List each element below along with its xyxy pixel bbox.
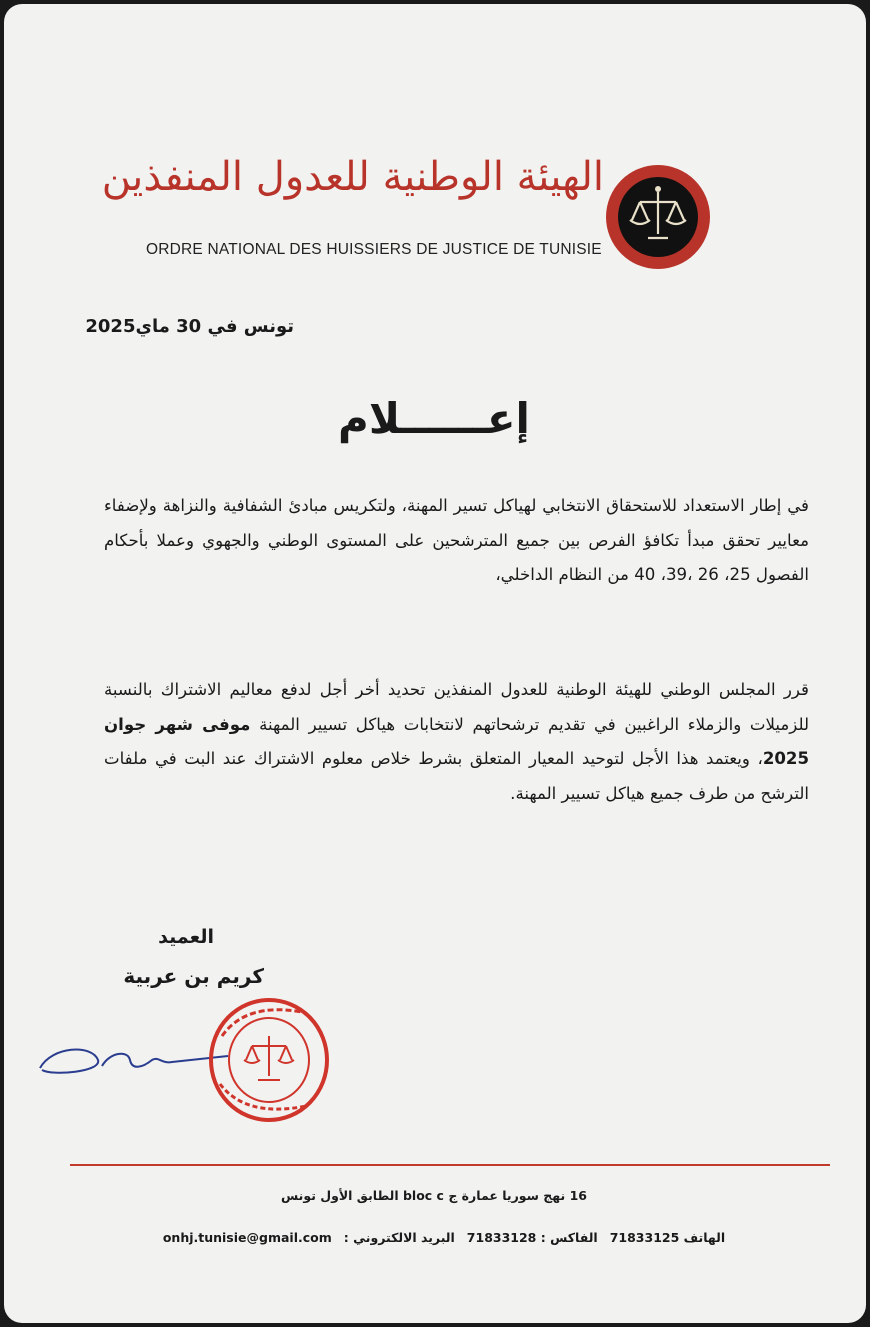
org-logo bbox=[596, 162, 720, 272]
footer-contact bbox=[154, 1230, 734, 1245]
footer-divider bbox=[70, 1164, 830, 1166]
org-name-arabic: الهيئة الوطنية للعدول المنفذين bbox=[101, 154, 604, 200]
footer-email[interactable]: onhj.tunisie@gmail.com bbox=[162, 1230, 332, 1245]
footer-phone: الهاتف 71833125 bbox=[609, 1230, 726, 1245]
deadline-text: موفى شهر جوان 2025 bbox=[104, 714, 809, 768]
signatory-name: كريم بن عربية bbox=[123, 964, 264, 988]
footer-fax: الفاكس : 71833128 bbox=[466, 1230, 598, 1245]
document-title: إعــــــلام bbox=[338, 394, 530, 443]
paragraph-decision bbox=[104, 673, 809, 811]
paragraph-context: في إطار الاستعداد للاستحقاق الانتخابي لهياكل تسير المهنة، ولتكريس مبادئ الشفافية والنزاهة ولإضفاء معايير تحقق مبدأ تكافؤ الفرص بين جميع المترشحين على المستوى الوطني والجهوي وعملا بأحكام الفصول 25، 26 ،39، 40 من النظام الداخلي، bbox=[104, 496, 809, 584]
decision-text-start: قرر المجلس الوطني للهيئة الوطنية للعدول المنفذين تحديد أخر أجل لدفع معاليم الاشتراك بالنسبة للزميلات والزملاء الراغبين في تقديم ترشحاتهم لانتخابات هياكل تسيير المهنة bbox=[104, 680, 809, 734]
handwritten-signature bbox=[32, 1026, 232, 1086]
document-page bbox=[4, 4, 866, 1323]
org-name-french: ORDRE NATIONAL DES HUISSIERS DE JUSTICE DE TUNISIE bbox=[146, 241, 602, 258]
footer-address: 16 نهج سوريا عمارة ج bloc c الطابق الأول تونس bbox=[281, 1188, 587, 1203]
footer-email-label: البريد الالكتروني : bbox=[343, 1230, 455, 1245]
decision-text-end: ، ويعتمد هذا الأجل لتوحيد المعيار المتعلق بشرط خلاص معلوم الاشتراك عند البت في ملفات الترشح من طرف جميع هياكل تسيير المهنة. bbox=[104, 749, 809, 803]
document-date: تونس في 30 ماي2025 bbox=[85, 316, 294, 337]
signatory-title: العميد bbox=[158, 926, 214, 948]
official-stamp bbox=[206, 996, 332, 1124]
